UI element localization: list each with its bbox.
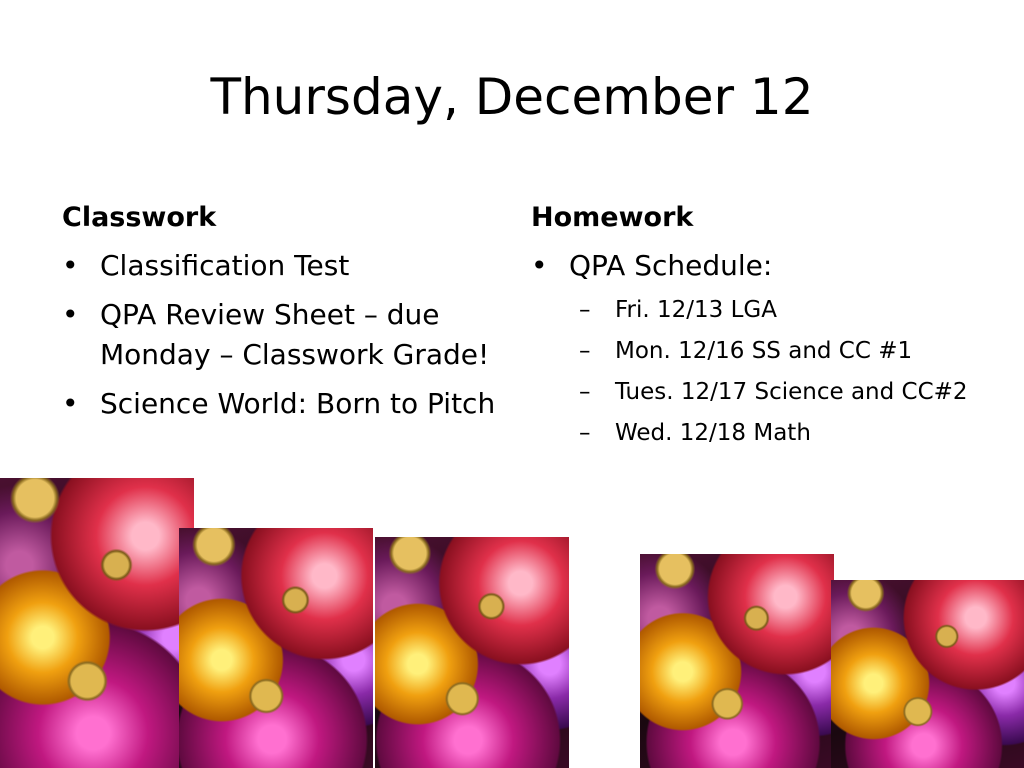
slide-title: Thursday, December 12 xyxy=(210,68,814,126)
schedule-item xyxy=(531,418,991,449)
list-item xyxy=(62,295,512,375)
classwork-list xyxy=(62,246,512,424)
schedule-item xyxy=(531,295,991,326)
dash-icon: – xyxy=(579,379,591,405)
homework-list xyxy=(531,246,991,449)
schedule-item xyxy=(531,336,991,367)
classwork-column xyxy=(62,200,512,433)
ornament-photo xyxy=(831,580,1024,768)
classwork-item-text: Classification Test xyxy=(100,249,350,282)
dash-icon: – xyxy=(579,420,591,446)
dash-icon: – xyxy=(579,297,591,323)
bullet-icon: • xyxy=(62,298,79,331)
classwork-heading: Classwork xyxy=(62,202,217,233)
classwork-item-text: Science World: Born to Pitch xyxy=(100,387,496,420)
bullet-icon: • xyxy=(62,387,79,420)
ornament-photo xyxy=(0,478,194,768)
homework-column xyxy=(531,200,991,459)
list-item xyxy=(531,246,991,286)
list-item xyxy=(62,384,512,424)
schedule-item xyxy=(531,377,991,408)
schedule-item-text: Mon. 12/16 SS and CC #1 xyxy=(615,338,913,364)
homework-item-text: QPA Schedule: xyxy=(569,249,773,282)
schedule-item-text: Fri. 12/13 LGA xyxy=(615,297,777,323)
ornament-photo xyxy=(640,554,834,768)
bullet-icon: • xyxy=(62,249,79,282)
dash-icon: – xyxy=(579,338,591,364)
ornament-photo xyxy=(179,528,373,768)
list-item xyxy=(62,246,512,286)
bullet-icon: • xyxy=(531,249,548,282)
classwork-item-text: QPA Review Sheet – due xyxy=(100,298,440,331)
classwork-item-text-continued: Monday – Classwork Grade! xyxy=(100,338,490,371)
homework-heading: Homework xyxy=(531,202,694,233)
schedule-item-text: Wed. 12/18 Math xyxy=(615,420,811,446)
ornament-photo xyxy=(375,537,569,768)
schedule-item-text: Tues. 12/17 Science and CC#2 xyxy=(615,379,968,405)
